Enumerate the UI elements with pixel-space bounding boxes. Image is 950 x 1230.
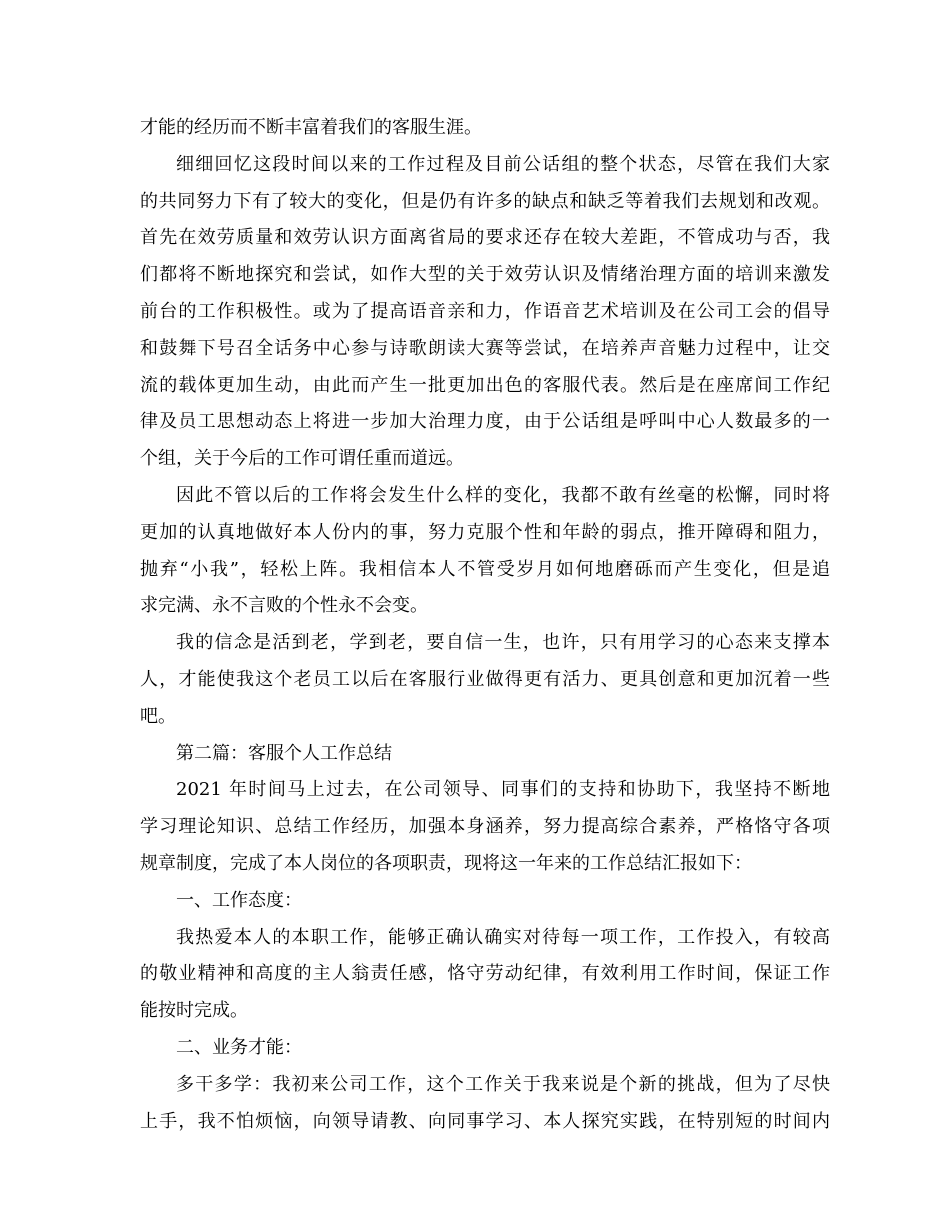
text-line: 们都将不断地探究和尝试，如作大型的关于效劳认识及情绪治理方面的培训来激发 xyxy=(140,264,830,286)
document-body xyxy=(140,110,830,1140)
text-line: 人，才能使我这个老员工以后在客服行业做得更有活力、更具创意和更加沉着一些 xyxy=(140,668,830,690)
text-line: 更加的认真地做好本人份内的事，努力克服个性和年龄的弱点，推开障碍和阻力， xyxy=(140,521,830,543)
text-line: 和鼓舞下号召全话务中心参与诗歌朗读大赛等尝试，在培养声音魅力过程中，让交 xyxy=(140,337,830,359)
text-line: 细细回忆这段时间以来的工作过程及目前公话组的整个状态，尽管在我们大家 xyxy=(176,153,830,175)
text-line: 才能的经历而不断丰富着我们的客服生涯。 xyxy=(140,117,482,138)
text-line: 能按时完成。 xyxy=(140,1000,248,1022)
subsection-heading: 一、工作态度： xyxy=(176,889,302,911)
text-line: 多干多学：我初来公司工作，这个工作关于我来说是个新的挑战，但为了尽快 xyxy=(176,1073,830,1095)
text-line: 的敬业精神和高度的主人翁责任感，恪守劳动纪律，有效利用工作时间，保证工作 xyxy=(140,963,830,985)
text-line: 首先在效劳质量和效劳认识方面离省局的要求还存在较大差距，不管成功与否，我 xyxy=(140,227,830,249)
text-line: 规章制度，完成了本人岗位的各项职责，现将这一年来的工作总结汇报如下： xyxy=(140,852,752,874)
text-line: 抛弃“小我”，轻松上阵。我相信本人不管受岁月如何地磨砾而产生变化，但是追 xyxy=(140,558,830,580)
text-line: 前台的工作积极性。或为了提高语音亲和力，作语音艺术培训及在公司工会的倡导 xyxy=(140,300,830,322)
section-heading: 第二篇：客服个人工作总结 xyxy=(176,742,392,764)
text-line: 个组，关于今后的工作可谓任重而道远。 xyxy=(140,448,464,470)
text-line: 上手，我不怕烦恼，向领导请教、向同事学习、本人探究实践，在特别短的时间内 xyxy=(140,1110,830,1132)
text-line: 学习理论知识、总结工作经历，加强本身涵养，努力提高综合素养，严格恪守各项 xyxy=(140,816,830,838)
text-line: 我热爱本人的本职工作，能够正确认确实对待每一项工作，工作投入，有较高 xyxy=(176,926,830,948)
text-line: 因此不管以后的工作将会发生什么样的变化，我都不敢有丝毫的松懈，同时将 xyxy=(176,484,830,506)
text-line: 我的信念是活到老，学到老，要自信一生，也许，只有用学习的心态来支撑本 xyxy=(176,632,830,654)
text-line: 的共同努力下有了较大的变化，但是仍有许多的缺点和缺乏等着我们去规划和改观。 xyxy=(140,190,830,212)
text-line: 律及员工思想动态上将进一步加大治理力度，由于公话组是呼叫中心人数最多的一 xyxy=(140,411,830,433)
subsection-heading: 二、业务才能： xyxy=(176,1036,302,1058)
text-line: 求完满、永不言败的个性永不会变。 xyxy=(140,595,428,617)
text-line: 2021 年时间马上过去，在公司领导、同事们的支持和协助下，我坚持不断地 xyxy=(176,779,830,801)
text-line: 吧。 xyxy=(140,705,176,727)
text-line: 流的载体更加生动，由此而产生一批更加出色的客服代表。然后是在座席间工作纪 xyxy=(140,374,830,396)
